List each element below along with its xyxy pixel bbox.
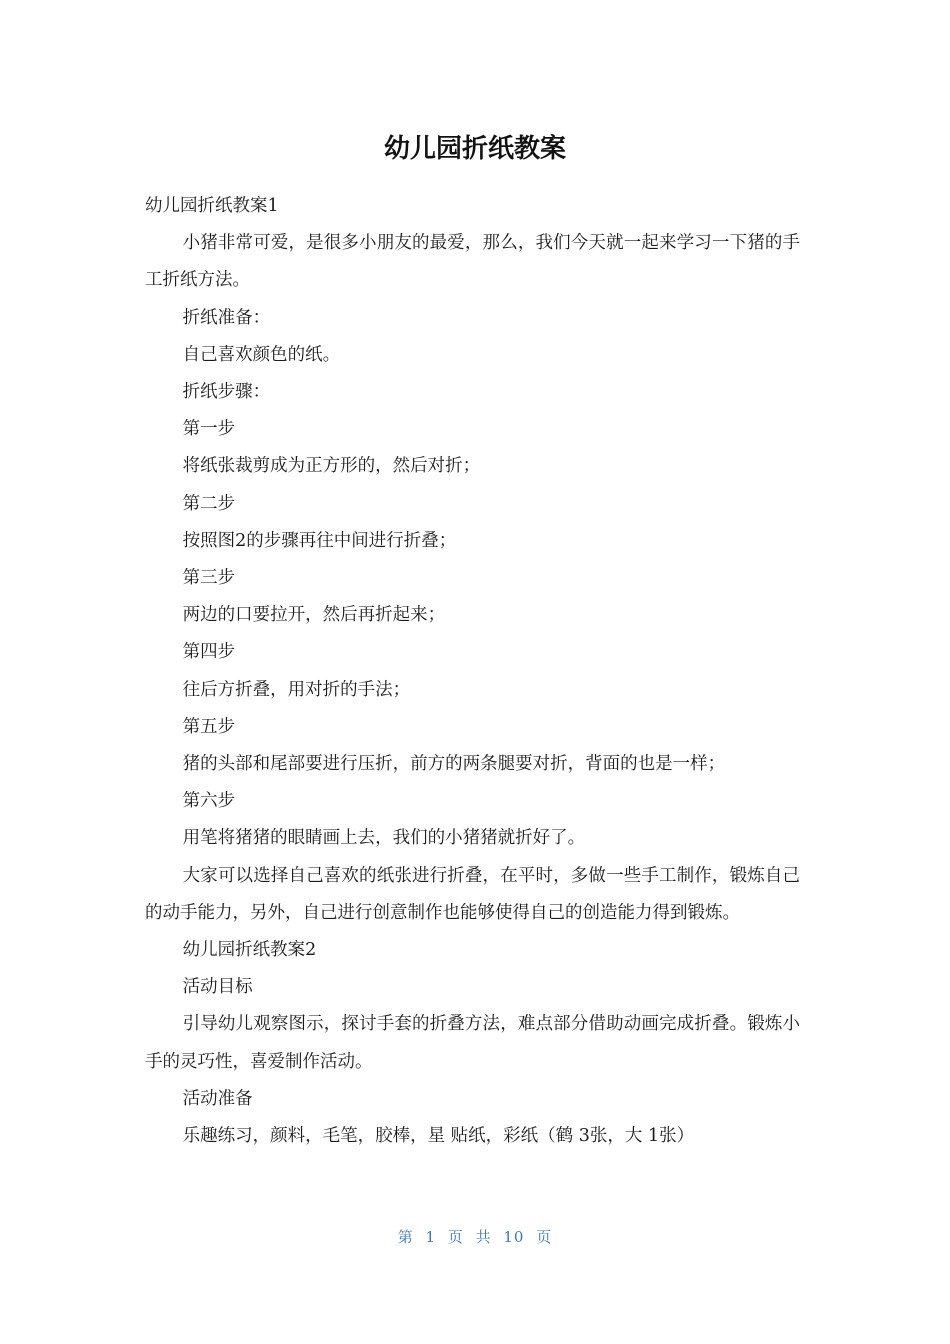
paragraph: 第二步 xyxy=(182,493,236,514)
paragraph: 第一步 xyxy=(182,419,236,440)
paragraph: 两边的口要拉开，然后再折起来； xyxy=(182,605,446,626)
paragraph: 第六步 xyxy=(182,791,236,812)
paragraph: 猪的头部和尾部要进行压折，前方的两条腿要对折，背面的也是一样； xyxy=(182,754,726,775)
paragraph: 第四步 xyxy=(182,642,236,663)
paragraph: 引导幼儿观察图示，探讨手套的折叠方法，难点部分借助动画完成折叠。锻炼小手的灵巧性，喜爱制作活动。 xyxy=(145,1014,800,1072)
paragraph: 按照图2的步骤再往中间进行折叠； xyxy=(182,530,457,551)
paragraph: 活动准备 xyxy=(182,1088,253,1109)
paragraph: 幼儿园折纸教案2 xyxy=(182,940,317,961)
paragraph: 折纸步骤： xyxy=(182,382,271,403)
page-number-footer: 第 1 页 共 10 页 xyxy=(397,1228,553,1246)
paragraph: 小猪非常可爱，是很多小朋友的最爱，那么，我们今天就一起来学习一下猪的手工折纸方法。 xyxy=(145,233,800,291)
paragraph: 活动目标 xyxy=(182,977,253,998)
document-title: 幼儿园折纸教案 xyxy=(383,134,566,164)
paragraph: 往后方折叠，用对折的手法； xyxy=(182,679,411,700)
paragraph: 第五步 xyxy=(182,716,236,737)
paragraph: 折纸准备： xyxy=(182,307,271,328)
paragraph: 自己喜欢颜色的纸。 xyxy=(182,344,341,365)
paragraph: 乐趣练习，颜料，毛笔，胶棒，星 贴纸，彩纸（鹤 3张，大 1张） xyxy=(182,1126,695,1147)
paragraph: 用笔将猪猪的眼睛画上去，我们的小猪猪就折好了。 xyxy=(182,828,586,849)
paragraph: 将纸张裁剪成为正方形的，然后对折； xyxy=(182,456,481,477)
document-body xyxy=(145,188,800,1155)
paragraph: 幼儿园折纸教案1 xyxy=(145,196,279,216)
paragraph: 大家可以选择自己喜欢的纸张进行折叠，在平时，多做一些手工制作，锻炼自己的动手能力，另外，自己进行创意制作也能够使得自己的创造能力得到锻炼。 xyxy=(145,865,800,923)
paragraph: 第三步 xyxy=(182,568,236,589)
